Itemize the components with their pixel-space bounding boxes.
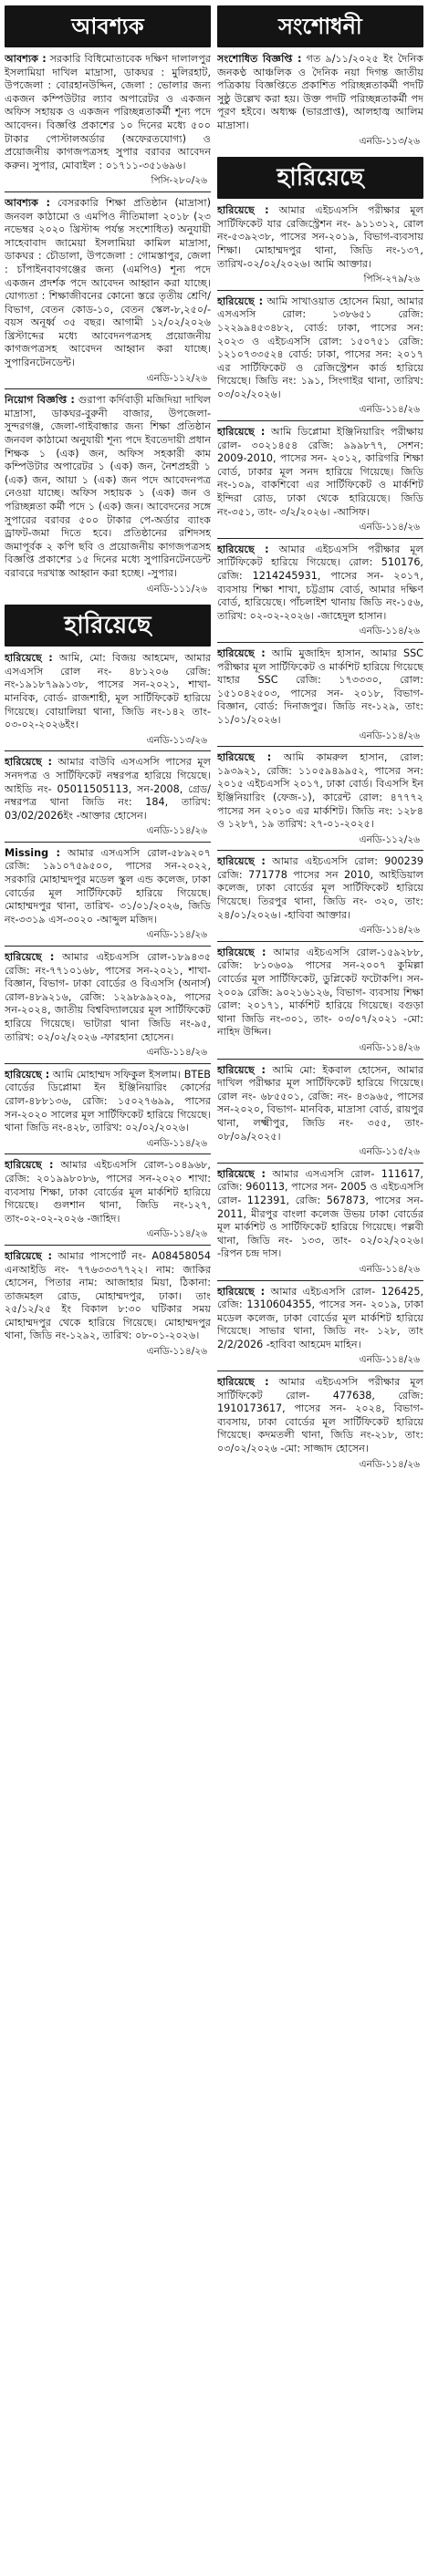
lost-notice: [5, 847, 211, 942]
lost-notice-body: আমার এইচএসসি রোল-১৮৯৪৩৫ রেজি: নং-৭৭১০১৬৮, পাসের সন-২০২১, শাখা- বিজ্ঞান, বিভাগ- ঢাকা বোর্ডের ও বিএসসি (অনার্স) রোল-৪৮৯২১৬, রেজি: ১২৯৮৯৯২০৯, পাসের সন-২০২৪, জাতীয় বিশ্ববিদ্যালয়ের মূল সার্টিফিকেট হারিয়ে গিয়েছে। ভাটারা থানা জিডি নং-৯৫, তারিখ: ০২/০২/২০২৬ -ফারহানা হোসেন।: [5, 951, 211, 1043]
lost-notice-body: আমি মুজাহিদ হাসান, আমার SSC পরীক্ষার মূল সার্টিফিকেট ও মার্কশিট হারিয়ে গিয়েছে যাহার SSC রেজি: ১৭৩৩৩০, রোল: ১৫১০৪২৫০৩, পাসের সন- ২০১৮, বিভাগ-বিজ্ঞান, বোর্ড: দিনাজপুর। জিডি নং-১২৯, তাং: ১১/০১/২০২৬।: [217, 647, 423, 726]
lost-notice: [5, 1250, 211, 1359]
lost-notice: [217, 1286, 423, 1368]
lost-notice-body: আমার এসএসসি রোল- 111617, রেজি: 960113, পাসের সন- 2005 ও এইচএসসি রোল- 112391, রেজি: 567873, পাসের সন- 2011, মীরপুর বাংলা কলেজ উভয় ঢাকা বোর্ডের মূল মার্কশিট ও সার্টিফিকেট হারিয়ে গিয়েছে। পল্লবী থানা, জিডি নং- ১৩৩, তাং- ০২/০২/২০২৬। -রিপন চন্দ্র দাস।: [217, 1167, 423, 1260]
divider: [5, 1063, 211, 1064]
divider: [5, 388, 211, 389]
lost-notice-body: আমার এইচএসসি পরীক্ষার মূল সার্টিফিকেট যার রেজিস্ট্রেশন নং- ৯১১৩১২, রোল নং-৫৩৯২৩৮, পাসের সন-২০১৯, বিভাগ-ব্যবসায় শিক্ষা। মোহাম্মদপুর থানা, জিডি নং-১৩৭, তারিখ-০২/০২/২০২৬। আমি আক্তার।: [217, 204, 423, 270]
right-column: [217, 5, 423, 2570]
lost-notice-code: এনডি-১১৪/২৬: [146, 1346, 207, 1358]
lost-notice-code: এনডি-১১৩/২৬: [146, 734, 207, 746]
lost-notice-code: এনডি-১১৫/২৬: [359, 1146, 420, 1158]
lost-notice-lead: হারিয়েছে :: [217, 295, 264, 307]
lost-notices-right: [217, 204, 423, 1471]
recruitment-ad-code: এনডি-১১১/২৬: [146, 583, 207, 595]
lost-notice-lead: হারিয়েছে :: [217, 751, 272, 764]
lost-notice-body: আমার এইচএসসি পরীক্ষার মূল সার্টিফিকেট হারিয়ে গিয়েছে। রোল: 510176, রেজি: 1214245931, পাসের সন- ২০১৭, ব্যবসায় শিক্ষা শাখা, চট্টগ্রাম বোর্ড, আমার দক্ষিণ বোর্ড, হারিয়েছে। পাঁচলাইশ থানায় জিডি নং-১৫৬, তারিখ: ০২-০২-২০২৬। -জাহেদুল হাসান।: [217, 543, 423, 622]
correction-body: গত ৯/১১/২০২৫ ইং দৈনিক জনকণ্ঠ আঞ্চলিক ও দৈনিক নয়া দিগন্ত জাতীয় পত্রিকায় বিজ্ঞপ্তিতে প্রকাশিত পরিচ্ছন্নতাকর্মী পদটি সুষ্ঠু উল্লেখ করা হয়। উক্ত পদটি পরিচ্ছন্নতাকর্মী পদ পূরণ হইবে। অধ্যক্ষ (ভারপ্রাপ্ত), আলহাজ্ব আলিম মাদ্রাসা।: [217, 53, 423, 131]
lost-notice: [217, 1376, 423, 1471]
section-banner-correction: সংশোধনী: [217, 5, 423, 47]
lost-notice-body: আমার এইচএসসি পরীক্ষার মূল সার্টিফিকেট রোল- 477638, রেজি: 1910173617, পাসের সন- ২০২৪, বিভাগ- ব্যবসায়, ঢাকা বোর্ডের মূল সার্টিফিকেট হারিয়ে গিয়েছে। কদমতলী থানা, জিডি নং-২১৮, তাং: ০৩/০২/২০২৬ -মো: সাজ্জাদ হোসেন।: [217, 1376, 423, 1455]
lost-notice-code: এনডি-১১৪/২৬: [359, 1458, 420, 1470]
lost-notice-lead: হারিয়েছে :: [5, 756, 53, 769]
lost-notice-lead: হারিয়েছে :: [5, 1068, 50, 1081]
section-banner-lost-right: হারিয়েছে: [217, 157, 423, 199]
recruitment-ads: [5, 53, 211, 595]
lost-notice-body: আমি, মো: বিজয় আহমেদ, আমার এসএসসি রোল নং- ৪৮১২০৬ রেজি: নং-১৯১৮৭৯৯১৩৮, পাসের সন-২০২১, শাখা- মানবিক, বোর্ড- রাজশাহী, মূল সার্টিফিকেট হারিয়ে গিয়েছে। বোয়ালিয়া থানা, জিডি নং-১৪২ তাং- ০৩-০২-২০২৬ইং।: [5, 652, 211, 731]
lost-notice-lead: হারিয়েছে :: [5, 1159, 54, 1172]
divider: [217, 746, 423, 747]
lost-notice-code: এনডি-১১৪/২৬: [146, 929, 207, 941]
divider: [217, 1163, 423, 1164]
lost-notice-code: এনডি-১১৪/২৬: [359, 522, 420, 533]
lost-notice-body: আমার এইচএসসি রোল- 126425, রেজি: 1310604355, পাসের সন- ২০১৯, ঢাকা মডেল কলেজ, ঢাকা বোর্ডের মূল মার্কশিট হারিয়ে গিয়েছে। সাভার থানা, জিডি নং- ১২৮, তাং 2/2/2026 -হাবিবা আহমেদ মাহিন।: [217, 1285, 423, 1350]
recruitment-ad-body: সরকারি বিধিমোতাবেক দক্ষিণ দালালপুর ইসলামিয়া দাখিল মাদ্রাসা, ডাকঘর : মুলিরহাট, উপজেলা : বোরহানউদ্দিন, জেলা : ভোলার জন্য একজন কম্পিউটার ল্যাব অপারেটর ও একজন অফিস সহায়ক ও একজন পরিচ্ছন্নতাকর্মী শূন্য পদে আবেদন। বিজ্ঞপ্তি প্রকাশের ১০ দিনের মধ্যে ৫০০ টাকার পোস্টালঅর্ডার (অফেরতযোগ্য) ও প্রয়োজনীয় কাগজপত্রসহ সুপার বরাবর আবেদন করুন। সুপার, মোবাইল : ০১৭১১-৩৫১৬৯৬।: [5, 53, 211, 171]
divider: [217, 290, 423, 291]
lost-notice: [5, 652, 211, 747]
lost-notice-body: আমি মোহাম্মদ সফিকুল ইসলাম। BTEB বোর্ডের ডিপ্লোমা ইন ইঞ্জিনিয়ারিং কোর্সের রোল-৪৮৮১৩৬, রেজি: ১৫০২৭৬৯৯, পাসের সন-২০২০ সালের মূল সার্টিফিকেট হারিয়ে গিয়েছে। থানা জিডি নং-৪২৮, তারিখ: ০২/০২/২০২৬।: [5, 1068, 211, 1134]
lost-notice-code: পিসি-২৭৯/২৬: [363, 274, 420, 285]
recruitment-ad-code: পিসি-২৮০/২৬: [151, 175, 207, 187]
lost-notice-code: এনডি-১১৪/২৬: [359, 925, 420, 936]
divider: [217, 850, 423, 851]
lost-notice-body: আমি সাখাওয়াত হোসেন মিয়া, আমার এসএসসি রোল: ১৩৮৬৫১ রেজি: ১২২৯৯৪৫৩৪৮২, বোর্ড: ঢাকা, পাসের সন: ২০২৩ ও এইচএসসি রোল: ১৫০৭৫১ রেজি: ১২১০৭৩৩৫২৪ বোর্ড: ঢাকা, পাসের সন: ২০১৭ এর সার্টিফিকেট ও রেজিস্ট্রেশন কার্ড হারিয়ে গিয়েছে। জিডি নং: ১৯১, সিংগাইর থানা, তারিখ: ০৩/০২/২০২৬।: [217, 295, 423, 400]
divider: [217, 538, 423, 539]
recruitment-ad-lead: আবশ্যক :: [5, 53, 47, 65]
lost-notice-body: আমার এসএসসি রোল-৫৮৯২০৭ রেজি: ১৯১০৭৫৯৫০০, পাসের সন-২০২২, সরকারি মোহাম্মদপুর মডেল স্কুল এন্ড কলেজ, ঢাকা বোর্ডের মূল সার্টিফিকেট হারিয়ে গিয়েছে। মোহাম্মদপুর থানা, তারিখ- ৩১/০১/২০২৬, জিডি নং-৩৩১৯ এস-৩০২০ -আব্দুল মজিদ।: [5, 846, 211, 926]
recruitment-ad-body: বেসরকারি শিক্ষা প্রতিষ্ঠান (মাদ্রাসা) জনবল কাঠামো ও এমপিও নীতিমালা ২০১৮ (২৩ নভেম্বর ২০২০ খ্রিস্টাব্দ পর্যন্ত সংশোধিত) অনুযায়ী সাহেবাবাদ জামেয়া ইসলামিয়া কামিল মাদ্রাসা, ডাকঘর : চৌডালা, উপজেলা : গোমস্তাপুর, জেলা : চাঁপাইনবাবগঞ্জের জন্য (এমপিও) শূন্য পদে একজন প্রদর্শক পদে আবেদন আহ্বান করা যাচ্ছে। যোগ্যতা : শিক্ষাজীবনের কোনো স্তরে তৃতীয় শ্রেণি/বিভাগ, বেতন কোড-১০, বেতন স্কেল-৮,২৫০/- বয়স অনূর্ধ্ব ৩৫ বছর। আগামী ১২/০২/২০২৬ খ্রিস্টাব্দের মধ্যে আবেদনপত্রসহ প্রয়োজনীয় কাগজপত্রসহ আবেদন আহ্বান করা যাচ্ছে। সুপারিনটেনডেন্ট।: [5, 196, 211, 369]
correction-lead: সংশোধিত বিজ্ঞপ্তি :: [217, 53, 302, 65]
divider: [5, 1245, 211, 1246]
lost-notice-body: আমার এইচএসসি রোল: 900239 রেজি: 771778 পাসের সন 2010, আইডিয়াল কলেজ, ঢাকা বোর্ডের মূল সার্টিফিকেট হারিয়ে গিয়েছে। তিরপুর থানা, জিডি নং- ৩২০, তাং: ২৪/০১/২০২৬। -হাবিবা আক্তার।: [217, 855, 423, 921]
lost-notice: [217, 426, 423, 534]
recruitment-ad-lead: নিয়োগ বিজ্ঞপ্তি :: [5, 394, 75, 407]
lost-notice-lead: হারিয়েছে :: [217, 426, 266, 439]
lost-notice-body: আমি ডিপ্লোমা ইঞ্জিনিয়ারিং পরীক্ষায় রোল- ৩০২১৪৫৪ রেজি: ৯৯৯৮৭৭, সেশন: 2009-2010, পাসের সন- ২০১২, কারিগরি শিক্ষা বোর্ড, ঢাকার মূল সনদ হারিয়ে গিয়েছে। জিডি নং-১০৯, বাকশিবো এর সার্টিফিকেট ও মার্কশিট ইন্দিরা রোড, ঢাকা থেকে হারিয়েছে। জিডি নং-৩৫১, তাং- ৩/২/২০২৬। -আসিফ।: [217, 426, 423, 518]
divider: [217, 941, 423, 942]
divider: [217, 1059, 423, 1060]
lost-notice-code: এনডি-১১২/২৬: [359, 833, 420, 845]
lost-notice-code: এনডি-১১৪/২৬: [359, 729, 420, 741]
lost-notice-lead: হারিয়েছে :: [217, 543, 269, 555]
lost-notice: [217, 543, 423, 638]
correction-notice: [217, 53, 423, 148]
lost-notice-lead: হারিয়েছে :: [217, 1063, 266, 1076]
left-column: [5, 5, 211, 2570]
lost-notice-lead: হারিয়েছে :: [5, 951, 55, 964]
lost-notice-lead: Missing :: [5, 846, 60, 859]
lost-notice: [5, 1069, 211, 1151]
lost-notice: [217, 204, 423, 286]
lost-notice: [5, 951, 211, 1060]
lost-notice-code: এনডি-১১৪/২৬: [359, 1042, 420, 1053]
divider: [217, 1280, 423, 1281]
lost-notice-lead: হারিয়েছে :: [217, 855, 266, 868]
lost-notice: [5, 1159, 211, 1241]
lost-notice-body: আমার বাউবি এসএসসি পাসের মূল সনদপত্র ও সার্টিফিকেট নম্বরপত্র হারিয়ে গিয়েছে। আইডি নং- 05011505113, সন-2008, গ্রেড/নম্বরপত্র থানা জিডি নং: 184, তারিখ: 03/02/2026ইং -আক্তার হোসেন।: [5, 756, 211, 822]
lost-notice-body: আমার এইচএসসি রোল-১০৪৯৬৮, রেজি: ২০১৯৯৮০৮৬, পাসের সন-২০২০ শাখা: ব্যবসায় শিক্ষা, ঢাকা বোর্ডের মূল মার্কশিট হারিয়ে গিয়েছে। গুলশান থানা, জিডি নং-১২৭, তাং-০২-০২-২০২৬ -জাহিদ।: [5, 1159, 211, 1225]
lost-notice-code: এনডি-১১৪/২৬: [146, 825, 207, 837]
divider: [5, 842, 211, 843]
lost-notice: [217, 1168, 423, 1277]
lost-notice-lead: হারিয়েছে :: [217, 1376, 269, 1389]
lost-notice-code: এনডি-১১৪/২৬: [359, 626, 420, 637]
lost-notice-lead: হারিয়েছে :: [217, 1167, 266, 1180]
divider: [217, 642, 423, 643]
lost-notice-lead: হারিয়েছে :: [217, 204, 269, 217]
lost-notice: [217, 947, 423, 1055]
recruitment-ad-code: এনডি-১১২/২৬: [146, 372, 207, 384]
divider: [217, 420, 423, 421]
lost-notice-lead: হারিয়েছে :: [217, 647, 266, 659]
lost-notice-code: এনডি-১১৪/২৬: [146, 1228, 207, 1240]
lost-notice-body: আমার পাসপোর্ট নং- A08458054 এনআইডি নং- ৭৭৬৩৩৩৭৭২২। নাম: জাকির হোসেন, পিতার নাম: আজাহার মিয়া, ঠিকানা: তাজমহল রোড, মোহাম্মদপুর, ঢাকা। তাং ২৫/১২/২৫ ইং বিকাল ৮:৩০ ঘটিকার সময় মোহাম্মদপুর থেকে হারিয়ে গিয়েছে। মোহাম্মদপুর থানা, জিডি নং-১২৯২, তারিখ: ০৮-০১-২০২৬।: [5, 1249, 211, 1342]
lost-notice-lead: হারিয়েছে :: [5, 652, 53, 665]
divider: [5, 750, 211, 751]
lost-notice: [5, 756, 211, 838]
lost-notice: [217, 647, 423, 742]
lost-notice: [217, 295, 423, 417]
divider: [5, 191, 211, 192]
section-banner-lost-left: হারিয়েছে: [5, 605, 211, 647]
lost-notices-left: [5, 652, 211, 1359]
lost-notice-code: এনডি-১১৪/২৬: [359, 404, 420, 416]
lost-notice-code: এনডি-১১৪/২৬: [359, 1354, 420, 1366]
lost-notice-lead: হারিয়েছে :: [5, 1249, 53, 1262]
section-banner-abosshok: আবশ্যক: [5, 5, 211, 47]
divider: [5, 946, 211, 947]
recruitment-ad-lead: আবশ্যক :: [5, 196, 50, 209]
lost-notice: [217, 751, 423, 846]
lost-notice: [217, 855, 423, 937]
recruitment-ad: [5, 394, 211, 595]
lost-notice-body: আমি কামরুল হাসান, রোল: ১৯৩৯২১, রেজি: ১১০৫৯৪৯৯৫২, পাসের সন: ২০১৫ এইচএসসি ২০১৭, ঢাকা বোর্ড। বিএসসি ইন ইঞ্জিনিয়ারিং (ফেজ-১), কারেন্ট রোল: ৪৭৭৭২ পাসের সন ২০১০ এর মার্কশিট। জিডি নং: ১২৮৪ ও ১২৮৭, ১৯ তারিখ: ২৭-০১-২০২৫।: [217, 751, 423, 831]
recruitment-ad-body: গুরাপা কর্দিবাড়ী মজিদিয়া দাখিল মাদ্রাসা, ডাকঘর-বুরুনী বাজার, উপজেলা-সুন্দরগঞ্জ, জেলা-গাইবান্ধার জন্য শিক্ষা প্রতিষ্ঠান জনবল কাঠামো অনুযায়ী শূন্য পদে ইবতেদায়ী প্রধান শিক্ষক ১ (এক) জন, অফিস সহকারী কাম কম্পিউটার অপারেটর ১ (এক) জন, নৈশপ্রহরী ১ (এক) জন, আয়া ১ (এক) জন পদে আবেদনপত্র নেওয়া যাচ্ছে। অফিস সহায়ক ১ (এক) জন ও পরিচ্ছন্নতা কর্মী পদে ১ (এক) জন। আবেদনের সঙ্গে সুপারের বরাবর ৫০০ টাকার পে-অর্ডার ব্যাংক ড্রাফট-জমা দিতে হবে। প্রতিষ্ঠানের রশিদসহ জমাপূর্বক ২ কপি ছবি ও প্রয়োজনীয় কাগজপত্রসহ বিজ্ঞপ্তি প্রকাশের ১৫ দিনের মধ্যে সুপারিনটেনডেন্ট বরাবরে দরখাস্ত আহ্বান করা হচ্ছে। -সুপার।: [5, 394, 211, 579]
recruitment-ad: [5, 53, 211, 188]
lost-notice-code: এনডি-১১৪/২৬: [146, 1137, 207, 1149]
lost-notice-code: এনডি-১১৪/২৬: [146, 1047, 207, 1059]
lost-notice-lead: হারিয়েছে :: [217, 1285, 266, 1298]
lost-notice-lead: হারিয়েছে :: [217, 946, 266, 958]
correction-code: এনডি-১১৩/২৬: [359, 135, 420, 147]
lost-notice: [217, 1064, 423, 1159]
lost-notice-body: আমার এইচএসসি রোল-১৫৯২৮৮, রেজি: ৮১০৬০৯ পাসের সন-২০০৭ কুমিল্লা বোর্ডের মূল সার্টিফিকেট, ডুপ্লিকেট ফটোকপি। সন- ২০০৯ রেজি: ৯০২১৬১২৬, বিভাগ- ব্যবসায় শিক্ষা রোল: ২০১৭১, মার্কশিট হারিয়ে গিয়েছে। বগুড়া থানা জিডি নং-৩০১, তাং- ০৩/০৭/২০২১ -মো: নাহিদ উদ্দিন।: [217, 946, 423, 1039]
lost-notice-body: আমি মো: ইকবাল হোসেন, আমার দাখিল পরীক্ষার মূল সার্টিফিকেট হারিয়ে গিয়েছে। রোল নং- ৬৮৫৫০১, রেজি: নং- ৪৩৯৬৫, পাসের সন-২০২০, বিভাগ- মানবিক, মাদ্রাসা বোর্ড, রায়পুর থানা, লক্ষ্মীপুর, জিডি নং- ৩৫৫, তাং- ০৮/০৯/২০২৫।: [217, 1063, 423, 1143]
lost-notice-code: এনডি-১১৪/২৬: [359, 1263, 420, 1275]
recruitment-ad: [5, 197, 211, 385]
